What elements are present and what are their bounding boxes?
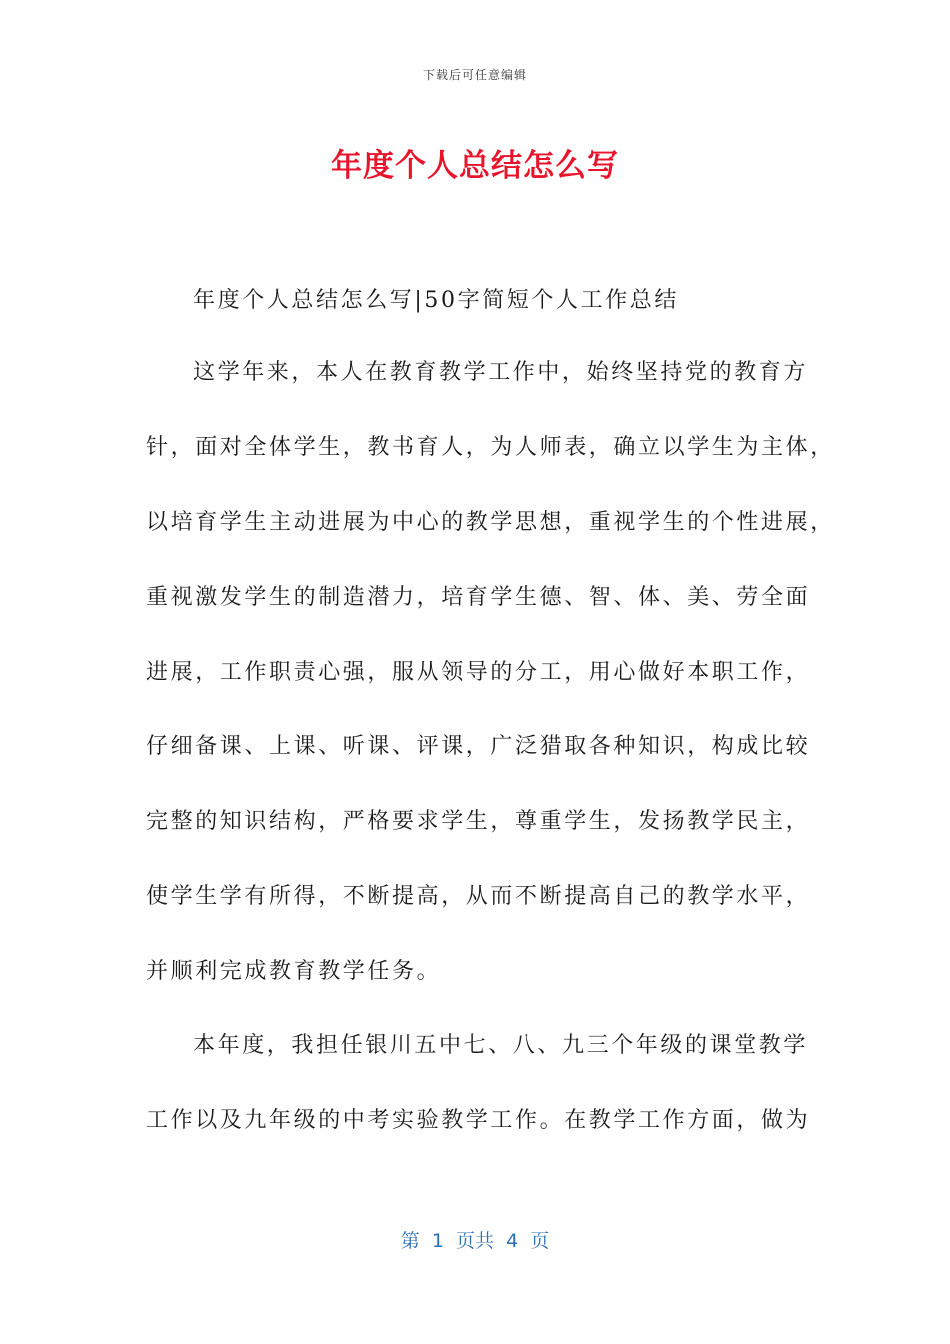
body-line-2: 这学年来，本人在教育教学工作中，始终坚持党的教育方 [193, 360, 809, 385]
body-line-7: 仔细备课、上课、听课、评课，广泛猎取各种知识，构成比较 [146, 734, 811, 759]
body-line-6: 进展，工作职责心强，服从领导的分工，用心做好本职工作， [146, 660, 811, 685]
document-title: 年度个人总结怎么写 [331, 148, 619, 184]
body-line-12: 工作以及九年级的中考实验教学工作。在教学工作方面，做为 [146, 1108, 811, 1133]
body-line-4: 以培育学生主动进展为中心的教学思想，重视学生的个性进展， [146, 510, 835, 535]
body-line-9: 使学生学有所得，不断提高，从而不断提高自己的教学水平， [146, 884, 811, 909]
body-line-5: 重视激发学生的制造潜力，培育学生德、智、体、美、劳全面 [146, 585, 811, 610]
page-footer: 第 1 页共 4 页 [400, 1230, 550, 1252]
body-line-8: 完整的知识结构，严格要求学生，尊重学生，发扬教学民主， [146, 809, 811, 834]
body-line-3: 针，面对全体学生，教书育人，为人师表，确立以学生为主体， [146, 435, 835, 460]
header-note: 下载后可任意编辑 [422, 68, 527, 82]
body-line-11: 本年度，我担任银川五中七、八、九三个年级的课堂教学 [193, 1033, 809, 1058]
body-line-10: 并顺利完成教育教学任务。 [146, 959, 442, 984]
body-line-1: 年度个人总结怎么写|50字简短个人工作总结 [193, 288, 680, 313]
